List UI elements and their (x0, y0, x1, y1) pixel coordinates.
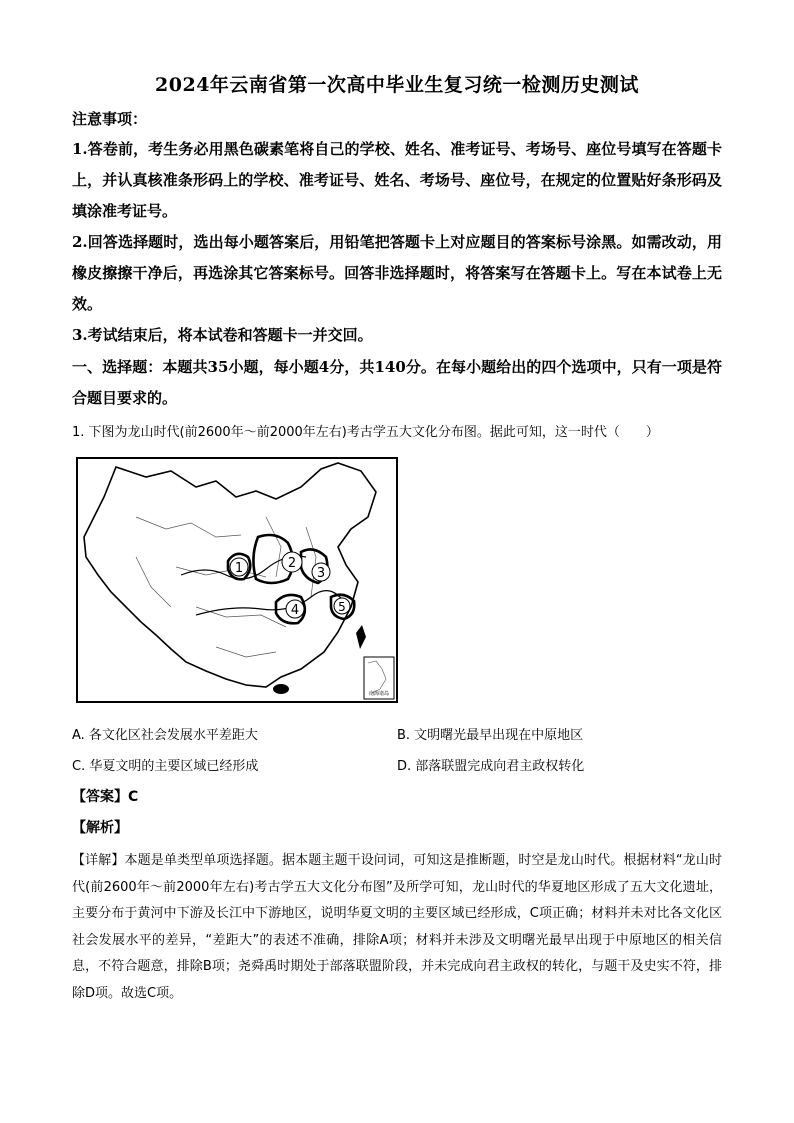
section-instructions: 一、选择题：本题共35小题，每小题4分，共140分。在每小题给出的四个选项中，只有一项是符合题目要求的。 (72, 358, 722, 407)
option-a: A. 各文化区社会发展水平差距大 (72, 728, 258, 743)
notice-item-2: 2.回答选择题时，选出每小题答案后，用铅笔把答题卡上对应题目的答案标号涂黑。如需改动，用橡皮擦擦干净后，再选涂其它答案标号。回答非选择题时，将答案写在答题卡上。写在本试卷上无效。 (72, 233, 722, 313)
culture-distribution-map (76, 457, 398, 703)
notice-item-3: 3.考试结束后，将本试卷和答题卡一并交回。 (72, 326, 373, 344)
analysis-tag: 【解析】 (72, 820, 128, 836)
region-label-3: 3 (316, 566, 326, 581)
inset-label: 南海诸岛 (368, 691, 390, 697)
question-1-stem: 1. 下图为龙山时代(前2600年～前2000年左右)考古学五大文化分布图。据此可知，这一时代（ ） (72, 425, 659, 440)
notice-heading: 注意事项： (72, 110, 148, 128)
answer-line (72, 786, 138, 806)
page-title: 2024年云南省第一次高中毕业生复习统一检测历史测试 (155, 74, 639, 96)
region-label-5: 5 (338, 600, 346, 614)
region-label-4: 4 (290, 603, 300, 618)
option-c: C. 华夏文明的主要区域已经形成 (72, 759, 259, 774)
option-d: D. 部落联盟完成向君主政权转化 (397, 759, 585, 774)
region-label-2: 2 (287, 556, 297, 571)
answer-value: C (128, 789, 139, 805)
region-label-1: 1 (234, 561, 244, 576)
notice-item-1: 1.答卷前，考生务必用黑色碳素笔将自己的学校、姓名、准考证号、考场号、座位号填写在答题卡上，并认真核准条形码上的学校、准考证号、姓名、考场号、座位号，在规定的位置贴好条形码及填涂准考证号。 (72, 140, 722, 220)
analysis-detail: 【详解】本题是单类型单项选择题。据本题主题干设问词，可知这是推断题，时空是龙山时代。根据材料“龙山时代(前2600年～前2000年左右)考古学五大文化分布图”及所学可知，龙山时代的华夏地区形成了五大文化遗址，主要分布于黄河中下游及长江中下游地区，说明华夏文明的主要区域已经形成，C项正确；材料并未对比各文化区社会发展水平的差异，“差距大”的表述不准确，排除A项；材料并未涉及文明曙光最早出现于中原地区的相关信息，不符合题意，排除B项；尧舜禹时期处于部落联盟阶段，并未完成向君主政权的转化，与题干及史实不符，排除D项。故选C项。 (72, 853, 722, 1001)
answer-tag: 【答案】 (72, 789, 128, 805)
option-b: B. 文明曙光最早出现在中原地区 (397, 728, 584, 743)
